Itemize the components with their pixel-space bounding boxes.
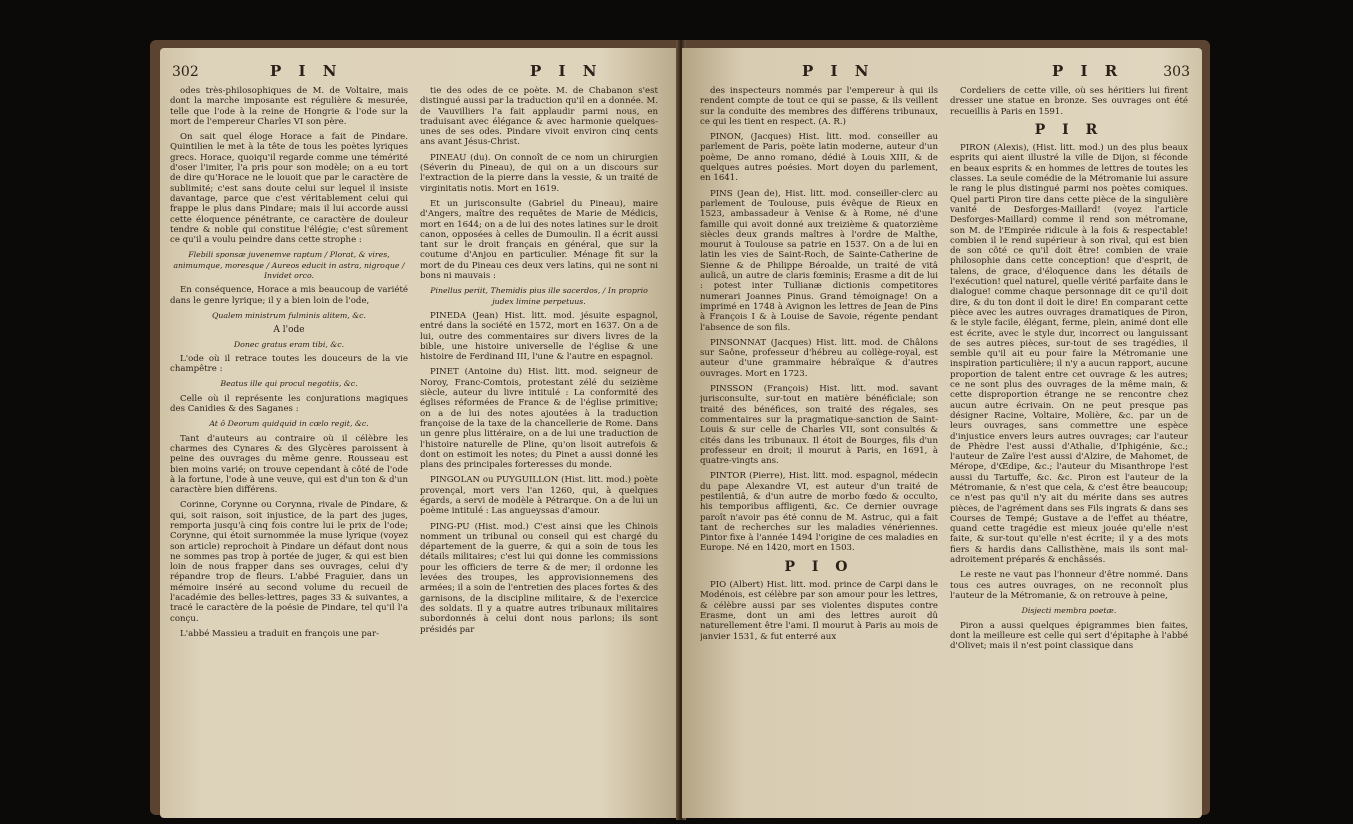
left-page-column-1 [170, 86, 408, 806]
paragraph: Celle où il représente les conjurations magiques des Canidies & des Saganes : [170, 393, 408, 415]
section-heading: P I R [1034, 121, 1104, 138]
paragraph: PINTOR (Pierre), Hist. litt. mod. espagnol, médecin du pape Alexandre VI, est auteur d'un traité de pestilentiâ, & d'un autre de morbo fœdo & occulto, his temporibus affligenti, &c. Ce dernier ouvrage paroît n'avoir pas été connu de M. Astruc, qui a fait tant de recherches sur les maladies vénériennes. Pintor fixe à l'année 1494 l'origine de ces maladies en Europe. Né en 1420, mort en 1503. [700, 471, 938, 554]
paragraph: Et un jurisconsulte (Gabriel du Pineau), maire d'Angers, maître des requêtes de Marie de Médicis, mort en 1644; on a de lui des notes latines sur le droit canon, opposées à celles de Dumoulin. Il a écrit aussi tant sur le droit français en général, que sur la coutume d'Anjou en particulier. Ménage fit sur la mort de du Pineau ces deux vers latins, qui ne sont ni bons ni mauvais : [420, 198, 658, 282]
verse: Donec gratus eram tibi, &c. [233, 339, 345, 349]
right-head-title-2: P I R [1052, 62, 1124, 80]
paragraph: PINON, (Jacques) Hist. litt. mod. conseiller au parlement de Paris, poète latin moderne, auteur d'un poème, De anno romano, dédié à Louis XIII, & de quelques autres poésies. Mort doyen du parlement, en 1641. [700, 132, 938, 184]
left-page-number: 302 [172, 64, 199, 80]
right-page [682, 48, 1202, 818]
verse: Beatus ille qui procul negotiis, &c. [220, 379, 358, 389]
paragraph: PING-PU (Hist. mod.) C'est ainsi que les Chinois nomment un tribunal ou conseil qui est chargé du département de la guerre, & qui a soin de tous les détails militaires; c'est lui qui donne les commissions pour les officiers de terre & de mer; il ordonne les levées des troupes, les approvisionnemens des armées; il a soin de l'entretien des places fortes & des garnisons, de la discipline militaire, & de l'exercice des soldats. Il y a quatre autres tribunaux militaires subordonnés à celui dont nous parlons; ils sont présidés par [420, 521, 658, 635]
right-page-column-2 [950, 86, 1188, 806]
paragraph: Cordeliers de cette ville, où ses héritiers lui firent dresser une statue en bronze. Ses ouvrages ont été recueillis à Paris en 1591. [950, 86, 1188, 117]
verse: A l'ode [273, 325, 305, 336]
paragraph: PINSONNAT (Jacques) Hist. litt. mod. de Châlons sur Saône, professeur d'hébreu au collège-royal, est auteur d'une grammaire hébraïque & d'autres ouvrages. Mort en 1723. [700, 337, 938, 379]
left-page-column-2 [420, 86, 658, 806]
paragraph: L'abbé Massieu a traduit en françois une par- [180, 628, 380, 639]
verse: Pinellus periit, Themidis pius ille sacerdos, / In proprio judex limine perpetuus. [430, 286, 648, 306]
paragraph: PINSSON (François) Hist. litt. mod. savant jurisconsulte, sur-tout en matière bénéficiale; son traité des bénéfices, son traité des régales, ses commentaires sur la pragmatique-sanction de Saint-Louis & sur celle de Charles VII, sont consultés & cités dans les tribunaux. Il étoit de Bourges, fils d'un professeur en droit; il mourut à Paris, en 1691, à quatre-vingts ans. [700, 384, 938, 467]
section-heading: P I O [784, 558, 854, 575]
paragraph: odes très-philosophiques de M. de Voltaire, mais dont la marche imposante est régulière & mesurée, telle que l'ode à la reine de Hongrie & l'ode sur la mort de l'empereur Charles VI son père. [170, 86, 408, 127]
verse: At ô Deorum quidquid in cœlo regit, &c. [209, 419, 369, 429]
paragraph: PINEAU (du). On connoît de ce nom un chirurgien (Séverin du Pineau), de qui on a un discours sur l'extraction de la pierre dans la vessie, & un traité de virginitatis notis. Mort en 1619. [420, 152, 658, 194]
paragraph: PINEDA (Jean) Hist. litt. mod. jésuite espagnol, entré dans la société en 1572, mort en 1637. On a de lui, outre des commentaires sur divers livres de la bible, une histoire universelle de l'église & une histoire de Ferdinand III, l'une & l'autre en espagnol. [420, 310, 658, 363]
paragraph: PINGOLAN ou PUYGUILLON (Hist. litt. mod.) poète provençal, mort vers l'an 1260, qui, à quelques égards, a servi de modèle à Pétrarque. On a de lui un poème intitulé : Las angueyssas d'amour. [420, 475, 658, 517]
paragraph: L'ode où il retrace toutes les douceurs de la vie champêtre : [170, 353, 408, 375]
paragraph: PIO (Albert) Hist. litt. mod. prince de Carpi dans le Modénois, est célèbre par son amour pour les lettres, & célèbre aussi par ses violentes disputes contre Erasme, dont un ami des lettres auroit dû naturellement être l'ami. Il mourut à Paris au mois de janvier 1531, & fut enterré aux [700, 580, 938, 642]
paragraph: Tant d'auteurs au contraire où il célèbre les charmes des Cynares & des Glycères paroissent à peine des ouvrages du même genre. Rousseau est bien moins varié; on trouve cependant à côté de l'ode à la fortune, l'ode à une veuve, qui est d'un ton & d'un caractère bien différens. [170, 433, 408, 496]
paragraph: PINS (Jean de), Hist. litt. mod. conseiller-clerc au parlement de Toulouse, puis évêque de Rieux en 1523, ambassadeur à Venise & à Rome, né d'une famille qui avoit donné aux treizième & quatorzième siècles deux grands maîtres à l'ordre de Malthe, mourut à Toulouse sa patrie en 1537. On a de lui en latin les vies de Saint-Roch, de Sainte-Catherine de Sienne & de Philippe Béroalde, un traité de vitâ aulicâ, un autre de claris fœminis; Erasme a dit de lui : potest inter Tullianæ dictionis competitores numerari Joannes Pinus. Grand témoignage! On a imprimé en 1748 à Avignon les lettres de Jean de Pins à François I & à Louise de Savoie, régente pendant l'absence de son fils. [700, 188, 938, 333]
verse: Disjecti membra poetæ. [1021, 606, 1117, 616]
paragraph: Piron a aussi quelques épigrammes bien faites, dont la meilleure est celle qui sert d'épitaphe à l'abbé d'Olivet; mais il n'est point classique dans [950, 620, 1188, 652]
right-running-head [682, 62, 1202, 84]
paragraph: PINET (Antoine du) Hist. litt. mod. seigneur de Noroy, Franc-Comtois, protestant zélé du seizième siècle, auteur du livre intitulé : La conformité des églises réformées de France & de l'église primitive; on a de lui des notes ajoutées à la traduction françoise de la taxe de la chancellerie de Rome. Dans un genre plus littéraire, on a de lui une traduction de l'histoire naturelle de Pline, qu'on lisoit autrefois & dont on estimoit les notes; du Pinet a aussi donné les plans des principales forteresses du monde. [420, 367, 658, 471]
right-page-column-1 [700, 86, 938, 806]
paragraph: En conséquence, Horace a mis beaucoup de variété dans le genre lyrique; il y a bien loin de l'ode, [170, 285, 408, 306]
verse: Qualem ministrum fulminis alitem, &c. [212, 310, 366, 320]
left-head-title-2: P I N [530, 62, 603, 80]
left-page [160, 48, 680, 818]
left-head-title-1: P I N [270, 62, 343, 80]
paragraph: PIRON (Alexis), (Hist. litt. mod.) un des plus beaux esprits qui aient illustré la ville de Dijon, si féconde en beaux esprits & en hommes de lettres de toutes les classes. La seule comédie de la Métromanie lui assure le rang le plus distingué parmi nos poètes comiques. Quel parti Piron tire dans cette pièce de la singulière vanité de Desforges-Maillard! (voyez l'article Desforges-Maillard) comme il rend son métromane, son M. de l'Empirée ridicule à la fois & respectable! combien il le rend supérieur à son rival, qui est bien de son côté ce qu'il doit être! combien de vraie philosophie dans cette conception! que d'esprit, de talens, de grace, d'éloquence dans les détails de l'exécution! quel naturel, quelle vérité parfaite dans le dialogue! comme chaque personnage dit ce qu'il doit dire, & du ton dont il doit le dire! En comparant cette pièce avec les autres ouvrages dramatiques de Piron, & le style facile, élégant, ferme, plein, animé dont elle est écrite, avec le style dur, incorrect ou languissant de ses autres pièces, sur-tout de ses tragédies, il semble qu'il ait eu pour faire la Métromanie une inspiration particulière; il n'y a aucun rapport, aucune proportion de talent entre cet ouvrage & les autres; ce ne sont plus des ouvrages de la même main, & cette disproportion étrange ne se rencontre chez aucun autre écrivain. On ne peut presque pas désigner Racine, Voltaire, Molière, &c. par un de leurs ouvrages, sans commettre une espèce d'injustice envers leurs autres ouvrages; car l'auteur de Phèdre l'est aussi d'Athalie, d'Iphigénie, &c.; l'auteur de Zaïre l'est aussi d'Alzire, de Mahomet, de Mérope, d'Œdipe, &c.; l'auteur du Misanthrope l'est aussi du Tartuffe, &c. &c. Piron est l'auteur de la Métromanie, & n'est que cela, & c'est être beaucoup; ce n'est pas qu'il n'y ait du mérite dans ses autres pièces, de l'agrément dans ses Fils ingrats & dans ses Courses de Tempé; Gustave a de l'effet au théatre, quand cette tragédie est mieux jouée qu'elle n'est faite, & sur-tout qu'elle n'est écrite; il y a des mots fiers & hardis dans Callisthène, mais ils sont mal-adroitement préparés & enchâssés. [950, 143, 1188, 566]
paragraph: Le reste ne vaut pas l'honneur d'être nommé. Dans tous ces autres ouvrages, on ne reconnoît plus l'auteur de la Métromanie, & on retrouve à peine, [950, 570, 1188, 601]
paragraph: tie des odes de ce poète. M. de Chabanon s'est distingué aussi par la traduction qu'il en a donnée. M. de Vauvilliers l'a fait applaudir parmi nous, en traduisant avec élégance & avec harmonie quelques-unes de ses odes. Pindare vivoit environ cinq cents ans avant Jésus-Christ. [420, 86, 658, 148]
left-running-head [160, 62, 680, 84]
right-head-title-1: P I N [802, 62, 875, 80]
paragraph: Corinne, Corynne ou Corynna, rivale de Pindare, & qui, soit raison, soit injustice, de la part des juges, remporta jusqu'à cinq fois contre lui le prix de l'ode; Corynne, qui étoit surnommée la muse lyrique (voyez son article) reprochoit à Pindare un défaut dont nous ne sommes pas trop à portée de juger, & qui est bien loin de nous frapper dans ses ouvrages, celui d'y répandre trop de fleurs. L'abbé Fraguier, dans un mémoire inséré au second volume du recueil de l'académie des belles-lettres, pages 33 & suivantes, a tracé le caractère de la poésie de Pindare, tel qu'il l'a conçu. [170, 500, 408, 624]
verse: Flebili sponsæ juvenemve raptum / Plorat, & vires, animumque, moresque / Aureos educit in astra, nigroque / Invidet orco. [173, 250, 405, 281]
paragraph: des inspecteurs nommés par l'empereur à qui ils rendent compte de tout ce qui se passe, & ils veillent sur la conduite des membres des différens tribunaux, ce qui les tient en respect. (A. R.) [700, 86, 938, 127]
right-page-number: 303 [1163, 64, 1190, 80]
paragraph: On sait quel éloge Horace a fait de Pindare. Quintilien le met à la tête de tous les poètes lyriques grecs. Horace, quoiqu'il regarde comme une témérité d'oser l'imiter, l'a pris pour son modèle; on a eu tort de dire qu'Horace ne le louoit que par le caractère de sublimité; c'est sans doute celui sur lequel il insiste davantage, parce que c'est véritablement celui qui frappe le plus dans Pindare; mais il lui accorde aussi cette éloquence pénétrante, ce caractère de douleur tendre & noble qui constitue l'élégie; c'est sûrement ce qu'il a voulu peindre dans cette strophe : [170, 132, 408, 246]
